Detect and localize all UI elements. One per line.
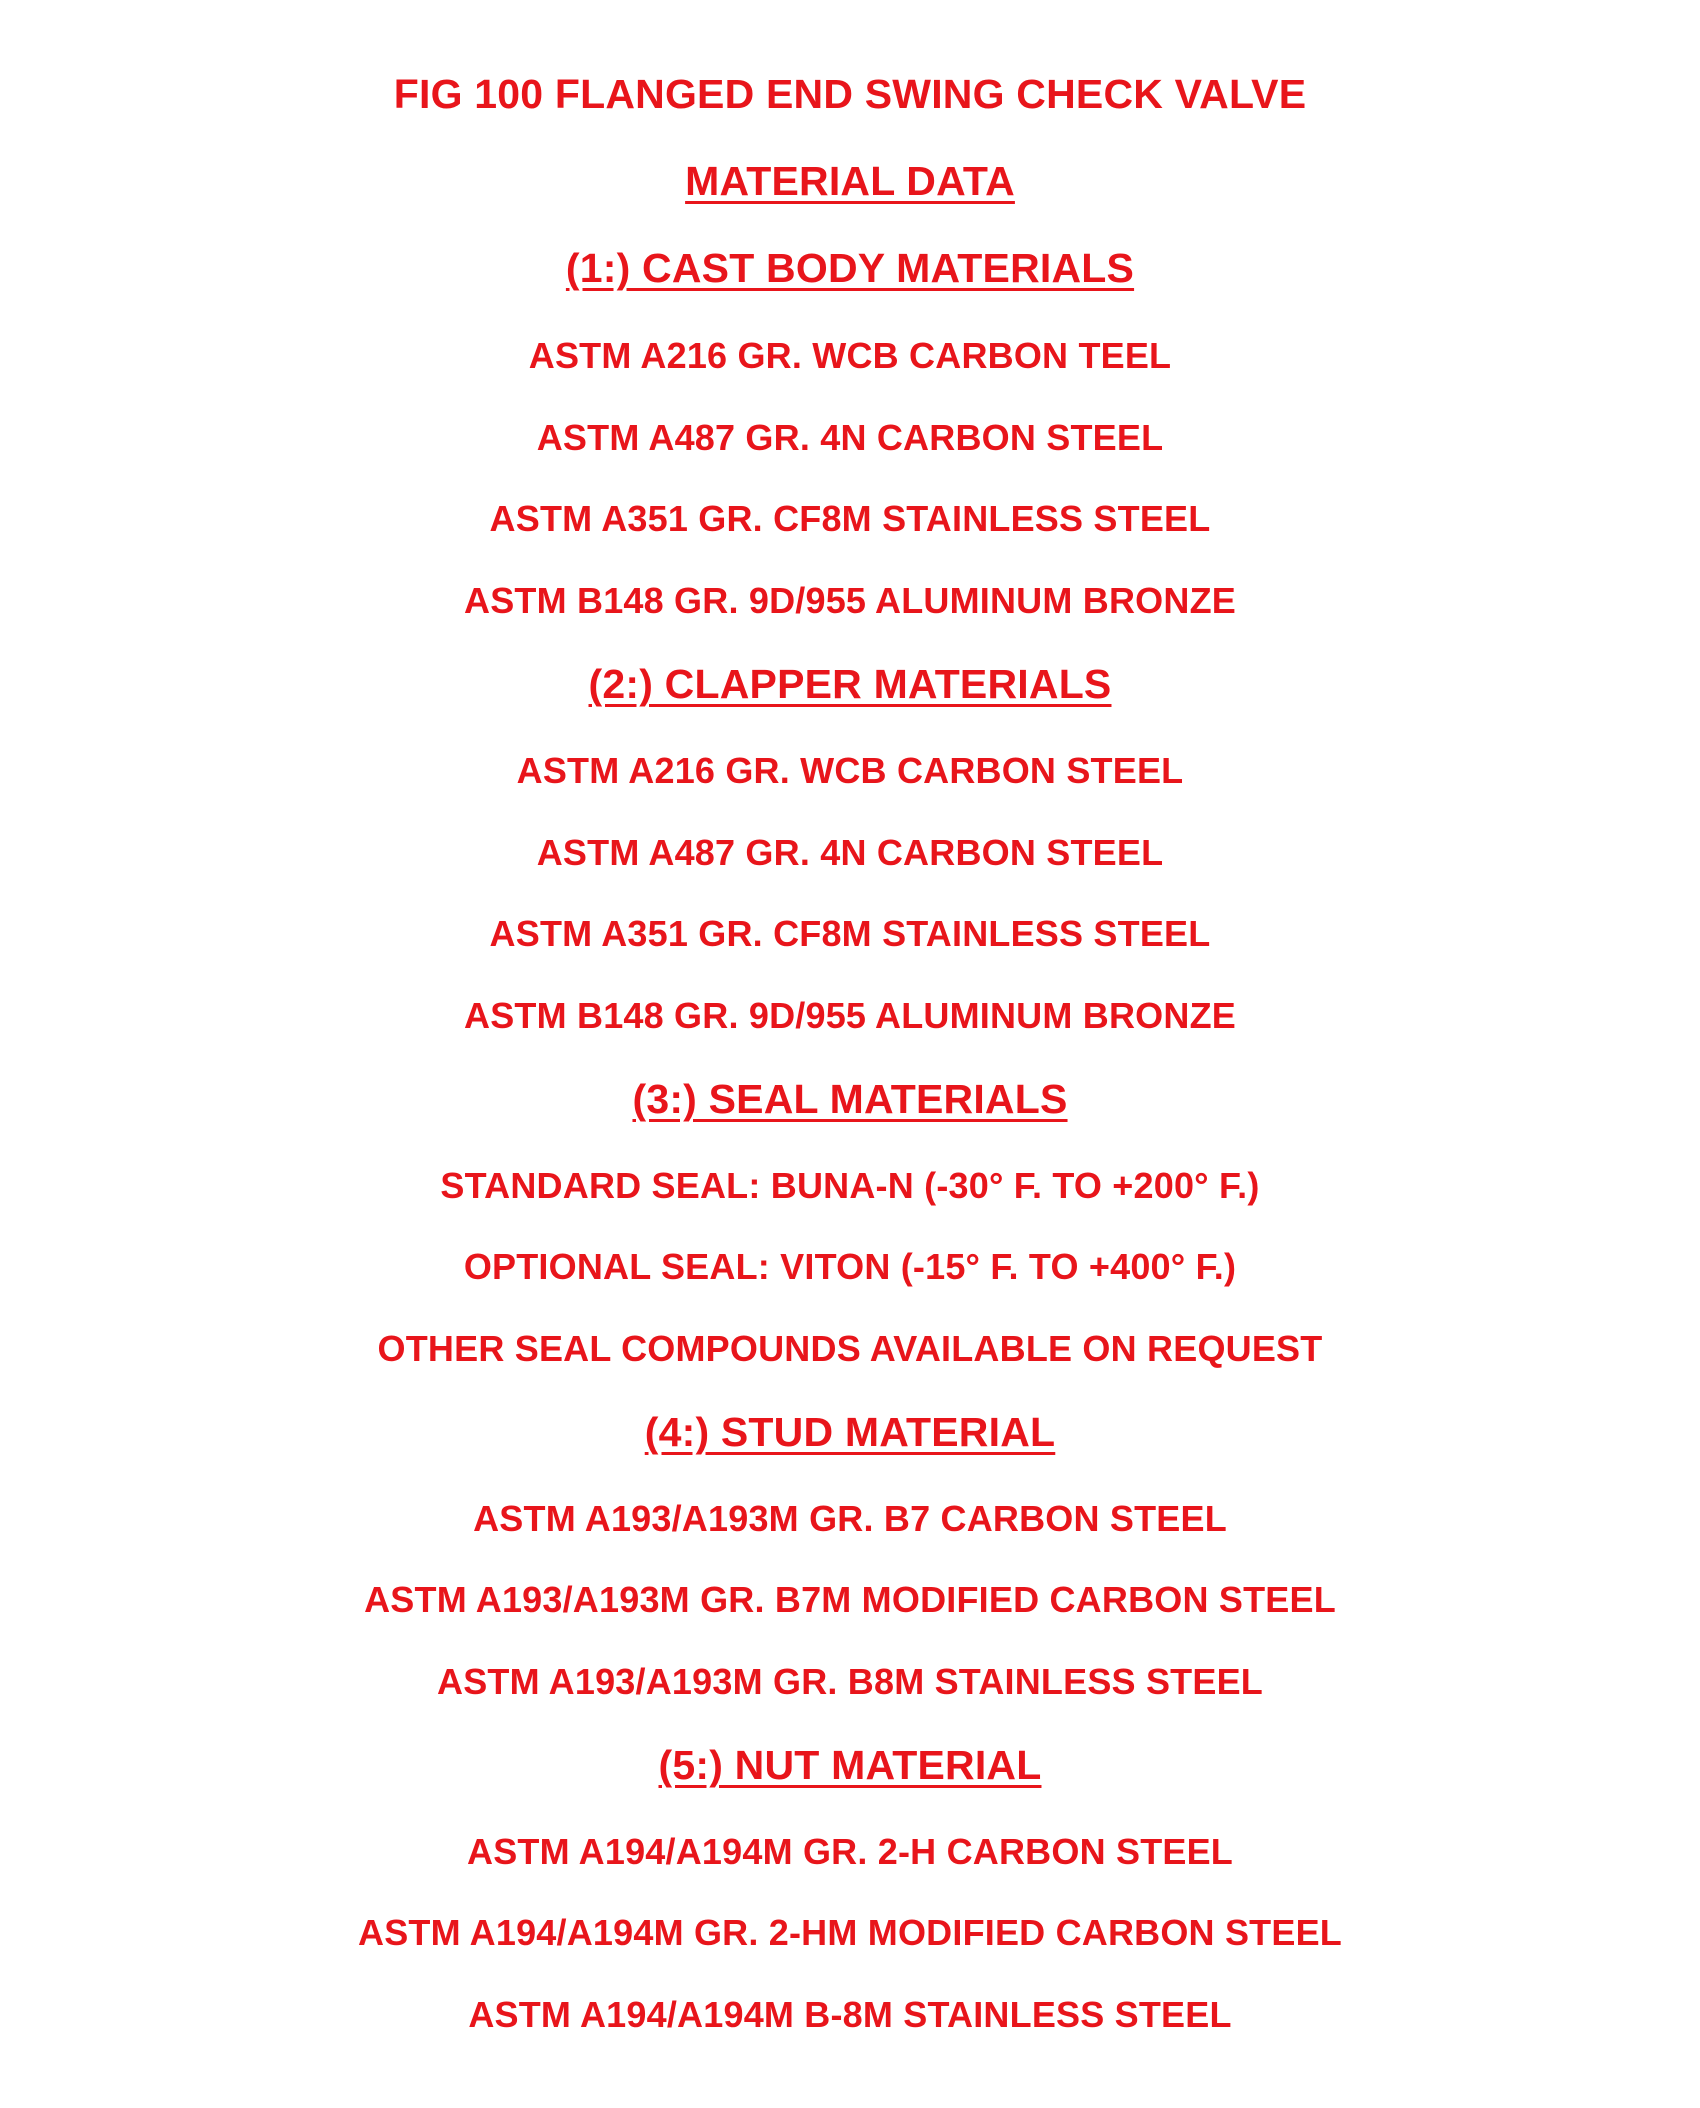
list-item: ASTM A216 GR. WCB CARBON TEEL xyxy=(528,335,1172,376)
section-heading-nut: (5:) NUT MATERIAL xyxy=(658,1742,1042,1788)
list-item: ASTM A194/A194M B-8M STAINLESS STEEL xyxy=(468,1994,1232,2035)
list-item: ASTM A487 GR. 4N CARBON STEEL xyxy=(536,832,1164,873)
list-item: ASTM B148 GR. 9D/955 ALUMINUM BRONZE xyxy=(464,580,1236,621)
list-item: ASTM B148 GR. 9D/955 ALUMINUM BRONZE xyxy=(464,995,1236,1036)
document-subtitle: MATERIAL DATA xyxy=(685,158,1015,204)
list-item: ASTM A351 GR. CF8M STAINLESS STEEL xyxy=(489,498,1211,539)
section-heading-cast-body: (1:) CAST BODY MATERIALS xyxy=(565,245,1135,291)
list-item: ASTM A193/A193M GR. B7M MODIFIED CARBON STEEL xyxy=(364,1579,1336,1620)
list-item: ASTM A193/A193M GR. B8M STAINLESS STEEL xyxy=(437,1661,1263,1702)
section-heading-seal: (3:) SEAL MATERIALS xyxy=(632,1076,1068,1122)
list-item: ASTM A487 GR. 4N CARBON STEEL xyxy=(536,417,1164,458)
list-item: ASTM A194/A194M GR. 2-HM MODIFIED CARBON STEEL xyxy=(358,1912,1342,1953)
list-item: STANDARD SEAL: BUNA-N (-30° F. TO +200° F.) xyxy=(440,1165,1260,1206)
document-title: FIG 100 FLANGED END SWING CHECK VALVE xyxy=(393,71,1307,117)
section-heading-stud: (4:) STUD MATERIAL xyxy=(644,1409,1056,1455)
list-item: ASTM A193/A193M GR. B7 CARBON STEEL xyxy=(473,1498,1227,1539)
list-item: ASTM A216 GR. WCB CARBON STEEL xyxy=(516,750,1184,791)
list-item: OPTIONAL SEAL: VITON (-15° F. TO +400° F.) xyxy=(463,1246,1237,1287)
list-item: ASTM A351 GR. CF8M STAINLESS STEEL xyxy=(489,913,1211,954)
section-heading-clapper: (2:) CLAPPER MATERIALS xyxy=(588,661,1112,707)
list-item: OTHER SEAL COMPOUNDS AVAILABLE ON REQUEST xyxy=(377,1328,1323,1369)
list-item: ASTM A194/A194M GR. 2-H CARBON STEEL xyxy=(467,1831,1233,1872)
